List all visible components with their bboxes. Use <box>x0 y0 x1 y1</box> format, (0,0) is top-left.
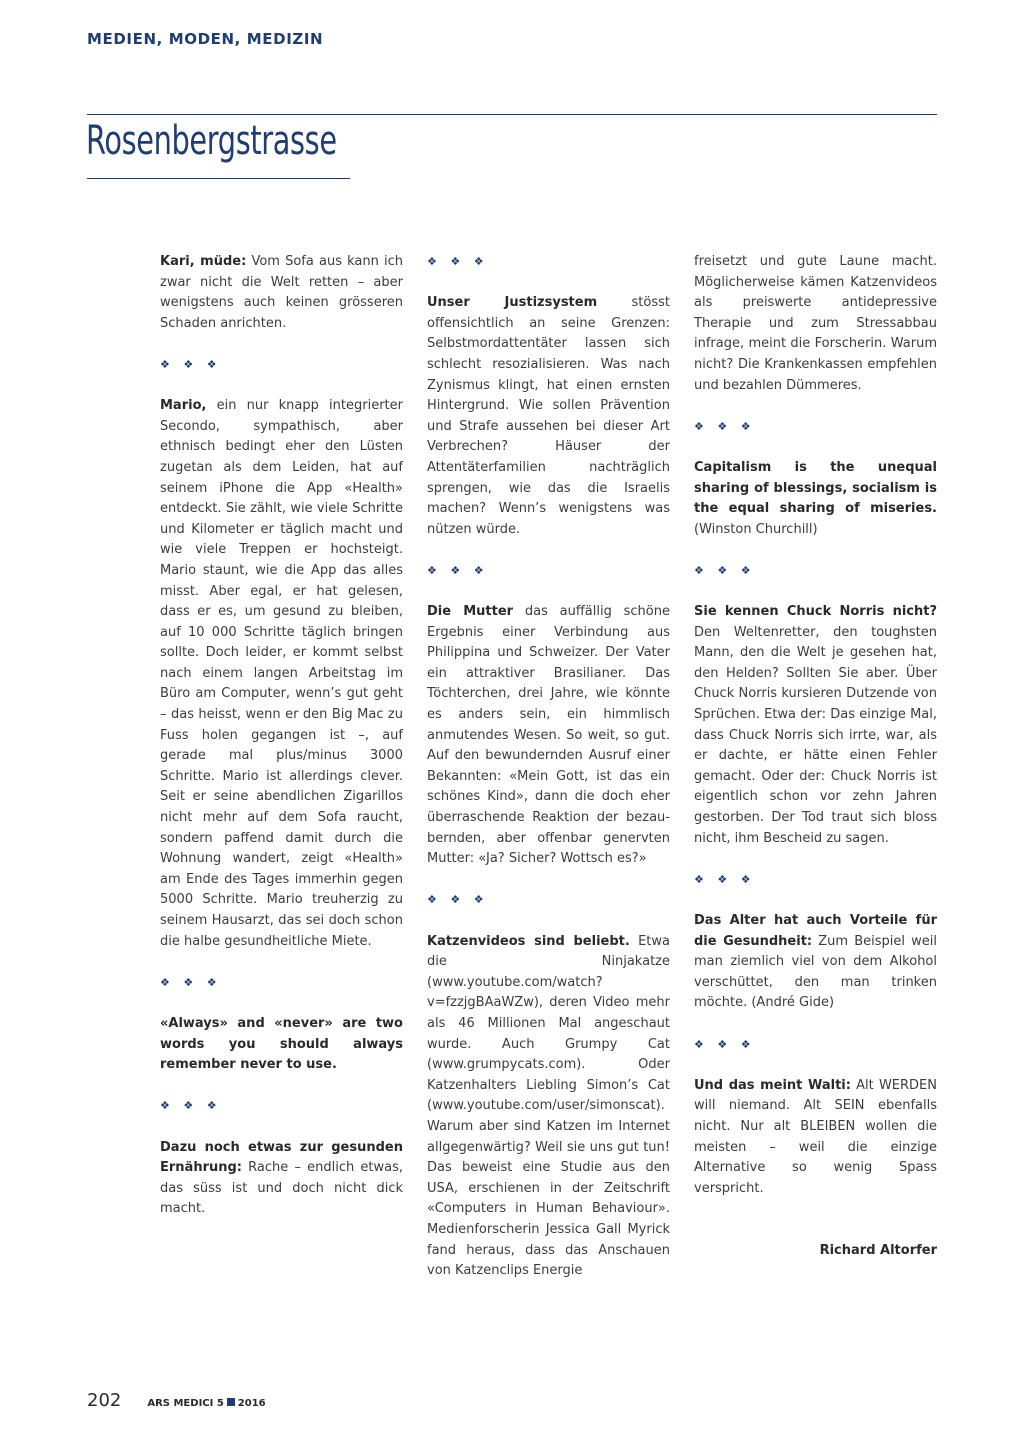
column-3 <box>694 252 937 1261</box>
top-divider <box>87 114 937 115</box>
column-2 <box>427 252 670 1282</box>
author-signature: Richard Altorfer <box>819 1242 937 1258</box>
title-underline <box>87 178 350 179</box>
lead-mario: Mario, <box>160 398 207 414</box>
paragraph-capitalism <box>694 458 937 540</box>
paragraph-ernaehrung <box>160 1138 403 1220</box>
text-mutter: das auffällig schöne Ergebnis einer Verbindung aus Philippina und Schweizer. Der Vater ein attraktiver Brasilianer. Das Töchterchen, drei Jahre, wie könnte es anders sein, ein himmlisch anmutendes Wesen. So weit, so gut. Auf den bewundernden Ausruf einer Bekannten: «Mein Gott, ist das ein schönes Kind», dann die doch eher überraschende Reaktion der bezaubernden, aber offenbar genervten Mutter: «Ja? Sicher? Wottsch es?» <box>427 604 670 867</box>
paragraph-katzenvideos <box>427 932 670 1282</box>
text-justiz: stösst offensichtlich an seine Grenzen: Selbstmordattentäter lassen sich schlecht resozialisieren. Was nach Zynismus klingt, hat einen ernsten Hintergrund. Wie sollen Prävention und Strafe aussehen bei dieser Art Verbrechen? Häuser der Attentäterfamilien nachträglich sprengen, wie das die Israelis machen? Wenn’s wenigstens was nützen würde. <box>427 295 670 537</box>
source-churchill: (Winston Churchill) <box>694 521 818 537</box>
page-title: Rosenbergstrasse <box>86 118 337 164</box>
paragraph-mario <box>160 396 403 952</box>
lead-justiz: Unser Justizsystem <box>427 295 598 311</box>
text-mario: ein nur knapp integrierter Secondo, sympathisch, aber ethnisch bedingt eher den Lüsten zugetan als dem Leiden, hat auf seinem iPhone die App «Health» entdeckt. Sie zählt, wie viele Schritte und Kilometer er täglich macht und wie viele Treppen er hochsteigt. Mario staunt, wie die App das alles misst. Aber egal, er hat gelesen, dass er es, um gesund zu bleiben, auf 10 000 Schritte täglich bringen sollte. Doch leider, er kommt selbst nach einem langen Arbeitstag im Büro am Computer, wenn’s gut geht – das heisst, wenn er den Big Mac zu Fuss holen gegangen ist –, auf gerade mal plus/minus 3000 Schritte. Mario ist allerdings clever. Seit er seine abendlichen Zigarillos nicht mehr auf dem Sofa raucht, sondern paffend damit durch die Wohnung wandert, zeigt «Health» am Ende des Tages immerhin gegen 5000 Schritte. Mario treuherzig zu seinem Hausarzt, das sei doch schon die halbe gesundheitliche Miete. <box>160 398 403 949</box>
paragraph-katzenvideos-cont <box>694 252 937 396</box>
separator-stars: ❖ ❖ ❖ <box>694 1037 756 1051</box>
text-katzenvideos: Etwa die Ninjakatze (www.youtube.com/watch?v=fzzjgBAaWZw), deren Video mehr als 46 Millionen Mal angeschaut wurde. Auch Grumpy Cat (www.grumpycats.com). Oder Katzenhalters Liebling Simon’s Cat (www.youtube.com/user/simonscat). Warum aber sind Katzen im Internet allgegenwärtig? Weil sie uns gut tun! Das beweist eine Studie aus den USA, erschienen in der Zeitschrift «Computers in Human Behaviour». Medienforscherin Jessica Gall Myrick fand heraus, dass das Anschauen von Katzenclips Energie <box>427 933 670 1279</box>
text-ernaehrung: Rache – endlich etwas, das süss ist und doch nicht dick macht. <box>160 1160 403 1217</box>
lead-alter: Das Alter hat auch Vorteile für die Gesundheit: <box>694 913 937 949</box>
text-kari: Vom Sofa aus kann ich zwar nicht die Welt retten – aber wenigstens auch keinen grösseren Schaden anrichten. <box>160 254 403 331</box>
lead-mutter: Die Mutter <box>427 604 514 620</box>
column-1 <box>160 252 403 1220</box>
square-icon <box>227 1398 235 1406</box>
separator-stars: ❖ ❖ ❖ <box>694 872 756 886</box>
separator-stars: ❖ ❖ ❖ <box>160 1099 222 1113</box>
separator-stars: ❖ ❖ ❖ <box>694 563 756 577</box>
paragraph-walti <box>694 1076 937 1200</box>
text-walti: Alt WERDEN will niemand. Alt SEIN ebenfalls nicht. Nur alt BLEIBEN wollen die meisten – weil die einzige Alternative so wenig Spass verspricht. <box>694 1077 937 1196</box>
page-number: 202 <box>87 1390 122 1411</box>
paragraph-mutter <box>427 602 670 870</box>
paragraph-justiz <box>427 293 670 540</box>
paragraph-always-never <box>160 1014 403 1076</box>
paragraph-alter <box>694 911 937 1014</box>
separator-stars: ❖ ❖ ❖ <box>427 255 489 268</box>
lead-kari: Kari, müde: <box>160 254 247 269</box>
separator-stars: ❖ ❖ ❖ <box>427 563 489 577</box>
text-chuck-norris: Den Weltenretter, den toughsten Mann, den die Welt je gesehen hat, den Helden? Sollten Sie aber. Über Chuck Norris kursieren Dutzende von Sprüchen. Etwa der: Das einzige Mal, dass Chuck Norris sich irrte, war, als er dachte, er hätte einen Fehler gemacht. Oder der: Chuck Norris ist eigentlich schon vor zehn Jahren gestorben. Der Tod traut sich bloss nicht, ihm Bescheid zu sagen. <box>694 624 937 846</box>
separator-stars: ❖ ❖ ❖ <box>427 893 489 907</box>
separator-stars: ❖ ❖ ❖ <box>160 357 222 371</box>
journal-name: ARS MEDICI 5 <box>147 1398 224 1409</box>
lead-chuck-norris: Sie kennen Chuck Norris nicht? <box>694 604 937 620</box>
journal-year: 2016 <box>237 1398 266 1409</box>
page-footer <box>87 1390 266 1411</box>
paragraph-chuck-norris <box>694 602 937 849</box>
separator-stars: ❖ ❖ ❖ <box>160 975 222 989</box>
paragraph-kari <box>160 252 403 334</box>
section-label: MEDIEN, MODEN, MEDIZIN <box>87 30 324 48</box>
text-katzenvideos-cont: freisetzt und gute Laune macht. Möglicherweise kämen Katzenvideos als preiswerte antidepressive Therapie und zum Stressabbau infrage, meint die Forscherin. Warum nicht? Die Krankenkassen empfehlen und bezahlen Dümmeres. <box>694 254 937 393</box>
separator-stars: ❖ ❖ ❖ <box>694 419 756 433</box>
quote-always-never: «Always» and «never» are two words you should always remember never to use. <box>160 1015 403 1073</box>
lead-ernaehrung: Dazu noch etwas zur gesunden Ernährung: <box>160 1139 403 1176</box>
text-alter: Zum Beispiel weil man ziemlich viel von dem Alkohol verschüttet, den man trinken möchte. (André Gide) <box>694 933 937 1011</box>
lead-walti: Und das meint Walti: <box>694 1077 851 1093</box>
lead-katzenvideos: Katzenvideos sind beliebt. <box>427 933 630 949</box>
quote-capitalism: Capitalism is the unequal sharing of blessings, socialism is the equal sharing of miseries. <box>694 459 937 517</box>
